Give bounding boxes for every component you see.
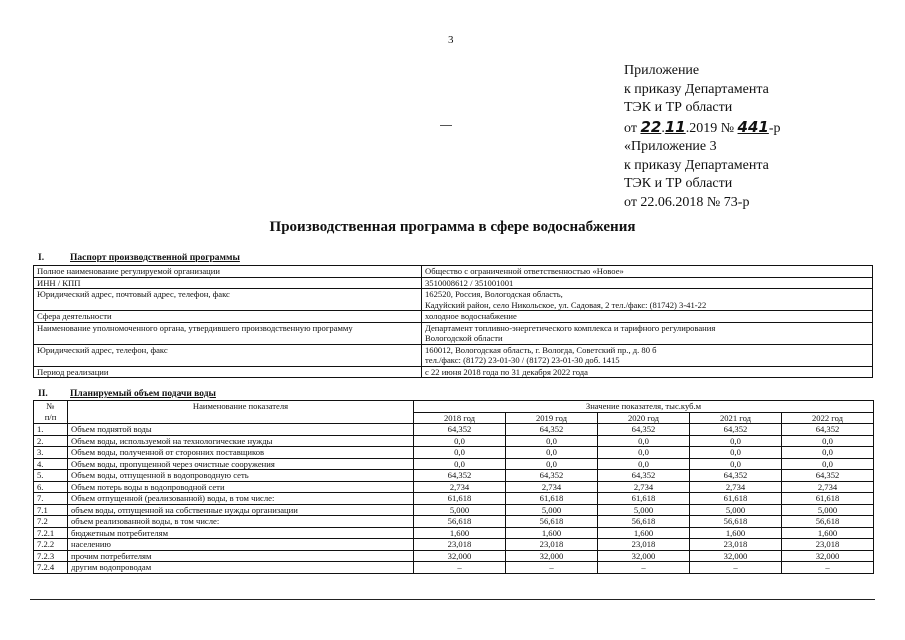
row-value: 0,0 (506, 435, 598, 447)
passport-label: Юридический адрес, телефон, факс (34, 344, 422, 366)
row-number: 4. (34, 458, 68, 470)
row-value: 64,352 (690, 424, 782, 436)
row-indicator-name: объем реализованной воды, в том числе: (68, 516, 414, 528)
row-value: 0,0 (598, 435, 690, 447)
row-value: 64,352 (414, 424, 506, 436)
row-number: 5. (34, 470, 68, 482)
row-number: 2. (34, 435, 68, 447)
section-1-title: Паспорт производственной программы (70, 253, 240, 263)
row-value: 32,000 (506, 550, 598, 562)
table-row (34, 435, 874, 447)
table-row (34, 527, 874, 539)
passport-row (34, 266, 873, 278)
row-value: 61,618 (414, 493, 506, 505)
passport-label: Полное наименование регулируемой организации (34, 266, 422, 278)
passport-label: ИНН / КПП (34, 277, 422, 289)
row-value: 64,352 (782, 470, 874, 482)
passport-value-line: 3510008612 / 351001001 (425, 277, 514, 288)
section-2-title: Планируемый объем подачи воды (70, 389, 216, 399)
passport-value (422, 344, 873, 366)
row-value: 2,734 (506, 481, 598, 493)
row-indicator-name: Объем воды, используемой на технологические нужды (68, 435, 414, 447)
annex-line-5: «Приложение 3 (624, 139, 717, 154)
column-header-year: 2020 год (598, 412, 690, 424)
row-value: 23,018 (690, 539, 782, 551)
row-value: – (598, 562, 690, 574)
row-indicator-name: объем воды, отпущенной на собственные нужды организации (68, 504, 414, 516)
row-indicator-name: населению (68, 539, 414, 551)
row-value: 5,000 (690, 504, 782, 516)
table-row (34, 424, 874, 436)
table-row (34, 539, 874, 551)
row-value: 0,0 (690, 458, 782, 470)
row-value: 0,0 (414, 435, 506, 447)
section-2-heading (38, 389, 216, 399)
row-value: 1,600 (782, 527, 874, 539)
table-row (34, 562, 874, 574)
row-value: 0,0 (414, 447, 506, 459)
column-header-indicator: Наименование показателя (68, 401, 414, 424)
row-value: 64,352 (414, 470, 506, 482)
row-value: 0,0 (506, 458, 598, 470)
row-number: 3. (34, 447, 68, 459)
row-indicator-name: прочим потребителям (68, 550, 414, 562)
annex-block (624, 62, 781, 212)
section-1-number: I. (38, 253, 45, 263)
order-year-text: .2019 № (685, 120, 735, 136)
passport-value (422, 322, 873, 344)
row-value: 0,0 (782, 447, 874, 459)
passport-label: Юридический адрес, почтовый адрес, телефон, факс (34, 289, 422, 311)
annex-line-6: к приказу Департамента (624, 157, 769, 173)
row-value: 64,352 (598, 424, 690, 436)
row-number: 7.2.3 (34, 550, 68, 562)
row-indicator-name: Объем поднятой воды (68, 424, 414, 436)
passport-label: Наименование уполномоченного органа, утвердившего производственную программу (34, 322, 422, 344)
passport-row (34, 311, 873, 323)
passport-label: Период реализации (34, 366, 422, 378)
row-value: 32,000 (414, 550, 506, 562)
row-indicator-name: Объем воды, отпущенной в водопроводную сеть (68, 470, 414, 482)
order-number: 441 (737, 117, 769, 136)
row-value: 32,000 (598, 550, 690, 562)
row-number: 7.1 (34, 504, 68, 516)
passport-table (33, 265, 873, 378)
annex-order-line (624, 118, 781, 139)
row-value: 0,0 (598, 458, 690, 470)
row-value: 0,0 (506, 447, 598, 459)
row-value: 56,618 (690, 516, 782, 528)
row-value: 61,618 (598, 493, 690, 505)
order-prefix: от (624, 120, 637, 136)
passport-value-line: 162520, Россия, Вологодская область, (425, 289, 563, 299)
row-value: 56,618 (782, 516, 874, 528)
row-number: 7.2 (34, 516, 68, 528)
row-value: 5,000 (414, 504, 506, 516)
row-value: 23,018 (598, 539, 690, 551)
row-value: 23,018 (506, 539, 598, 551)
row-value: 1,600 (414, 527, 506, 539)
section-1-heading (38, 253, 240, 263)
passport-value (422, 277, 873, 289)
order-dot: . (661, 120, 665, 136)
table-row (34, 516, 874, 528)
row-value: – (782, 562, 874, 574)
passport-row (34, 289, 873, 311)
row-number: 7. (34, 493, 68, 505)
page-number: 3 (448, 34, 454, 46)
passport-value-line: тел./факс: (8172) 23-01-30 / (8172) 23-01-30 доб. 1415 (425, 355, 620, 365)
passport-value-line: Общество с ограниченной ответственностью «Новое» (425, 266, 624, 276)
row-value: 61,618 (506, 493, 598, 505)
row-value: 2,734 (690, 481, 782, 493)
row-value: 2,734 (414, 481, 506, 493)
row-number: 6. (34, 481, 68, 493)
row-value: 0,0 (414, 458, 506, 470)
bottom-rule (30, 599, 875, 600)
passport-value-line: Кадуйский район, село Никольское, ул. Садовая, 2 тел./факс: (81742) 3-41-22 (425, 299, 707, 310)
passport-value (422, 289, 873, 311)
passport-label: Сфера деятельности (34, 311, 422, 323)
row-value: 64,352 (782, 424, 874, 436)
row-value: 1,600 (690, 527, 782, 539)
passport-row (34, 277, 873, 289)
table-row (34, 504, 874, 516)
annex-line-1: Приложение (624, 63, 700, 78)
row-indicator-name: Объем потерь воды в водопроводной сети (68, 481, 414, 493)
row-value: 64,352 (690, 470, 782, 482)
row-value: 32,000 (690, 550, 782, 562)
table-row (34, 458, 874, 470)
row-value: – (506, 562, 598, 574)
row-value: 5,000 (598, 504, 690, 516)
order-suffix: -р (768, 120, 781, 136)
passport-value-line: холодное водоснабжение (425, 311, 517, 321)
row-indicator-name: Объем воды, пропущенной через очистные сооружения (68, 458, 414, 470)
section-2-number: II. (38, 389, 48, 399)
row-value: 0,0 (598, 447, 690, 459)
row-value: 61,618 (690, 493, 782, 505)
annex-line-8: от 22.06.2018 № 73-р (624, 194, 750, 210)
stray-mark (440, 125, 452, 126)
table-row (34, 470, 874, 482)
order-month: 11 (664, 117, 686, 136)
row-value: 64,352 (506, 424, 598, 436)
row-value: 2,734 (598, 481, 690, 493)
row-value: 2,734 (782, 481, 874, 493)
row-indicator-name: другим водопроводам (68, 562, 414, 574)
row-value: 23,018 (414, 539, 506, 551)
row-value: 1,600 (506, 527, 598, 539)
column-header-number: № п/п (34, 401, 68, 424)
row-value: 64,352 (598, 470, 690, 482)
passport-row (34, 366, 873, 378)
column-header-year: 2019 год (506, 412, 598, 424)
row-value: 1,600 (598, 527, 690, 539)
row-number: 1. (34, 424, 68, 436)
row-indicator-name: бюджетным потребителям (68, 527, 414, 539)
row-value: 64,352 (506, 470, 598, 482)
passport-row (34, 322, 873, 344)
row-value: 61,618 (782, 493, 874, 505)
table-row (34, 447, 874, 459)
document-title: Производственная программа в сфере водоснабжения (269, 219, 636, 235)
row-value: 0,0 (690, 447, 782, 459)
passport-value-line: Вологодской области (425, 333, 503, 343)
column-header-year: 2022 год (782, 412, 874, 424)
annex-line-7: ТЭК и ТР области (624, 176, 733, 191)
column-header-year: 2018 год (414, 412, 506, 424)
passport-value (422, 311, 873, 323)
passport-value-line: с 22 июня 2018 года по 31 декабря 2022 года (425, 366, 588, 377)
row-value: – (414, 562, 506, 574)
row-indicator-name: Объем отпущенной (реализованной) воды, в том числе: (68, 493, 414, 505)
row-number: 7.2.2 (34, 539, 68, 551)
table-row (34, 550, 874, 562)
column-header-year: 2021 год (690, 412, 782, 424)
row-value: 0,0 (690, 435, 782, 447)
row-value: 56,618 (414, 516, 506, 528)
passport-value (422, 366, 873, 378)
annex-line-2: к приказу Департамента (624, 81, 769, 97)
row-number: 7.2.4 (34, 562, 68, 574)
row-value: – (690, 562, 782, 574)
row-value: 32,000 (782, 550, 874, 562)
row-number: 7.2.1 (34, 527, 68, 539)
passport-value-line: Департамент топливно-энергетического комплекса и тарифного регулирования (425, 322, 716, 333)
row-value: 5,000 (506, 504, 598, 516)
passport-row (34, 344, 873, 366)
table-row (34, 481, 874, 493)
row-value: 23,018 (782, 539, 874, 551)
row-value: 5,000 (782, 504, 874, 516)
passport-value (422, 266, 873, 278)
row-value: 56,618 (506, 516, 598, 528)
passport-value-line: 160012, Вологодская область, г. Вологда, Советский пр., д. 80 б (425, 344, 657, 355)
table-row (34, 493, 874, 505)
row-indicator-name: Объем воды, полученной от сторонних поставщиков (68, 447, 414, 459)
water-volume-table (33, 400, 874, 574)
row-value: 56,618 (598, 516, 690, 528)
column-header-values: Значение показателя, тыс.куб.м (414, 401, 874, 413)
order-day: 22 (640, 117, 662, 136)
row-value: 0,0 (782, 435, 874, 447)
row-value: 0,0 (782, 458, 874, 470)
annex-line-3: ТЭК и ТР области (624, 100, 733, 115)
